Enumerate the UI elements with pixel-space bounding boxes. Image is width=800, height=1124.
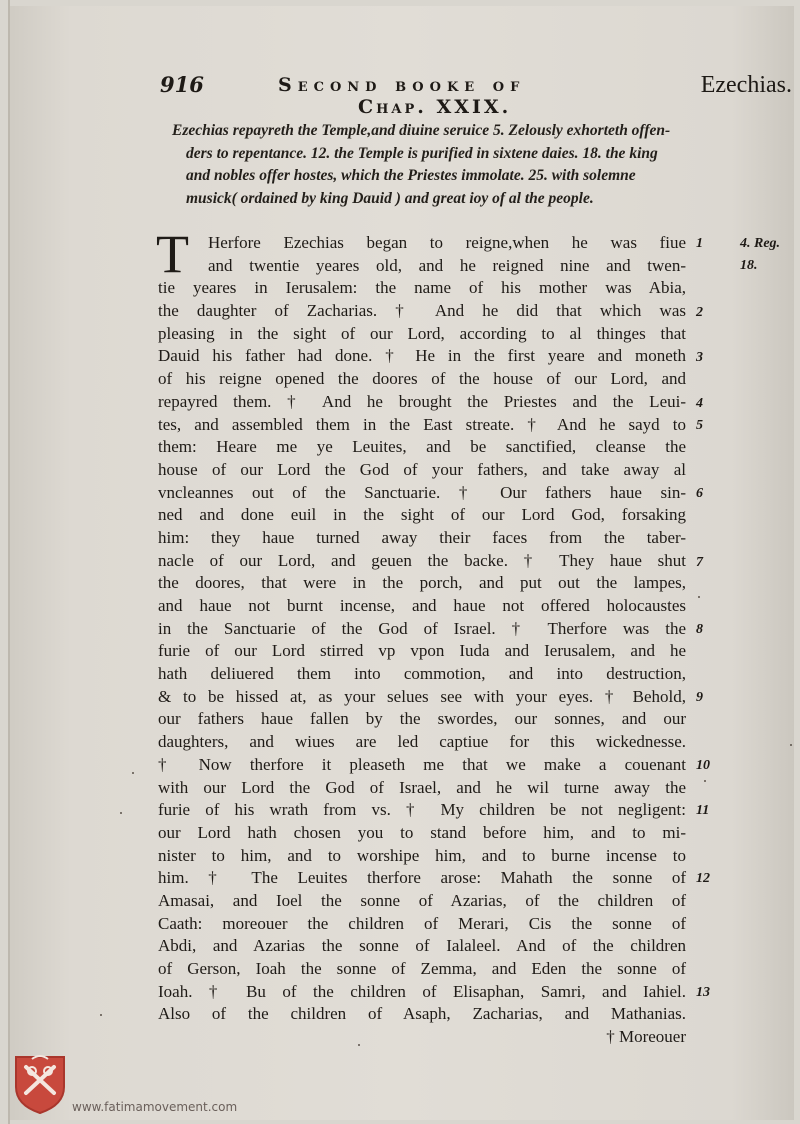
text-line: vncleannes out of the Sanctuarie. † Our fathers haue sin- <box>158 482 686 502</box>
text-line: Amasai, and Ioel the sonne of Azarias, of the children of <box>158 890 686 910</box>
text-line: and twentie yeares old, and he reigned nine and twen- <box>208 255 686 275</box>
margin-reference: 18. <box>740 258 758 273</box>
body-text <box>156 224 686 1049</box>
text-line: them: Heare me ye Leuites, and be sanctified, cleanse the <box>158 437 686 457</box>
chapter-title: Chap. XXIX. <box>358 96 512 118</box>
verse-number: 2 <box>696 305 703 320</box>
text-line: daughters, and wiues are led captiue for this wickednesse. <box>158 732 686 752</box>
verse-number: 8 <box>696 622 703 637</box>
ink-speck <box>790 744 792 746</box>
text-line: hath deliuered them into commotion, and into destruction, <box>158 664 686 684</box>
ink-speck <box>704 780 706 782</box>
text-line: him: they haue turned away their faces from the taber- <box>158 527 686 547</box>
text-line: the daughter of Zacharias. † And he did that which was <box>158 301 686 321</box>
text-line: Ioah. † Bu of the children of Elisaphan, Samri, and Iahiel. <box>158 981 686 1001</box>
text-line: our fathers haue fallen by the swordes, our sonnes, and our <box>158 709 686 729</box>
text-line: tie yeares in Ierusalem: the name of his mother was Abia, <box>158 278 686 298</box>
text-line: † Now therfore it pleaseth me that we make a couenant <box>158 754 686 774</box>
text-line: repayred them. † And he brought the Priestes and the Leui- <box>158 391 686 411</box>
text-line: house of our Lord the God of your fathers, and take away al <box>158 459 686 479</box>
ink-speck <box>698 596 700 598</box>
ink-speck <box>358 1044 360 1046</box>
text-line: Also of the children of Asaph, Zacharias, and Mathanias. <box>158 1004 686 1024</box>
drop-cap: T <box>156 224 189 284</box>
text-line: the doores, that were in the porch, and put out the lampes, <box>158 573 686 593</box>
verse-number: 1 <box>696 236 703 251</box>
text-line: him. † The Leuites therfore arose: Mahath the sonne of <box>158 868 686 888</box>
text-line: in the Sanctuarie of the God of Israel. † Therfore was the <box>158 618 686 638</box>
text-line: with our Lord the God of Israel, and he wil turne away the <box>158 777 686 797</box>
text-line: furie of his wrath from vs. † My children be not negligent: <box>158 800 686 820</box>
text-line: ned and done euil in the sight of our Lord God, forsaking <box>158 505 686 525</box>
text-line: & to be hissed at, as your selues see with your eyes. † Behold, <box>158 686 686 706</box>
verse-number: 7 <box>696 555 703 570</box>
running-head: Second booke of <box>278 74 526 96</box>
ink-speck <box>100 1014 102 1016</box>
verse-number: 11 <box>696 803 710 818</box>
text-line: Dauid his father had done. † He in the first yeare and moneth <box>158 346 686 366</box>
text-line: pleasing in the sight of our Lord, according to al thinges that <box>158 323 686 343</box>
text-line: nister to him, and to worshipe him, and to burne incense to <box>158 845 686 865</box>
verse-number: 3 <box>696 350 703 365</box>
verse-number: 4 <box>696 396 703 411</box>
text-line: nacle of our Lord, and geuen the backe. † They haue shut <box>158 550 686 570</box>
fatima-crest-logo <box>12 1053 68 1115</box>
argument-line: musick( ordained by king Dauid ) and great ioy of al the people. <box>186 189 594 207</box>
ink-speck <box>132 772 134 774</box>
page-edge <box>8 0 10 1124</box>
argument-line: ders to repentance. 12. the Temple is purified in sixtene daies. 18. the king <box>186 144 658 162</box>
verse-number: 9 <box>696 690 703 705</box>
page-number: 916 <box>160 72 204 97</box>
text-line: Abdi, and Azarias the sonne of Ialaleel. And of the children <box>158 936 686 956</box>
catchword: † Moreouer <box>606 1027 686 1047</box>
text-line: tes, and assembled them in the East streate. † And he sayd to <box>158 414 686 434</box>
website-url: www.fatimamovement.com <box>72 1100 238 1114</box>
ink-speck <box>120 812 122 814</box>
text-line: Herfore Ezechias began to reigne,when he was fiue <box>208 233 686 252</box>
verse-number: 6 <box>696 486 703 501</box>
text-line: of his reigne opened the doores of the house of our Lord, and <box>158 369 686 389</box>
running-name: Ezechias. <box>700 72 792 98</box>
verse-number: 10 <box>696 758 710 773</box>
argument-line: Ezechias repayreth the Temple,and diuine seruice 5. Zelously exhorteth offen- <box>172 122 671 139</box>
chapter-argument <box>172 120 738 210</box>
verse-number: 13 <box>696 985 710 1000</box>
text-line: Caath: moreouer the children of Merari, Cis the sonne of <box>158 913 686 933</box>
text-line: of Gerson, Ioah the sonne of Zemma, and Eden the sonne of <box>158 959 686 978</box>
verse-number: 5 <box>696 418 703 433</box>
verse-number: 12 <box>696 871 710 886</box>
text-line: our Lord hath chosen you to stand before him, and to mi- <box>158 822 686 842</box>
text-line: and haue not burnt incense, and haue not offered holocaustes <box>158 596 686 615</box>
argument-line: and nobles offer hostes, which the Priestes immolate. 25. with solemne <box>186 167 636 184</box>
margin-reference: 4. Reg. <box>740 236 781 251</box>
text-line: furie of our Lord stirred vp vpon Iuda and Ierusalem, and he <box>158 641 686 661</box>
